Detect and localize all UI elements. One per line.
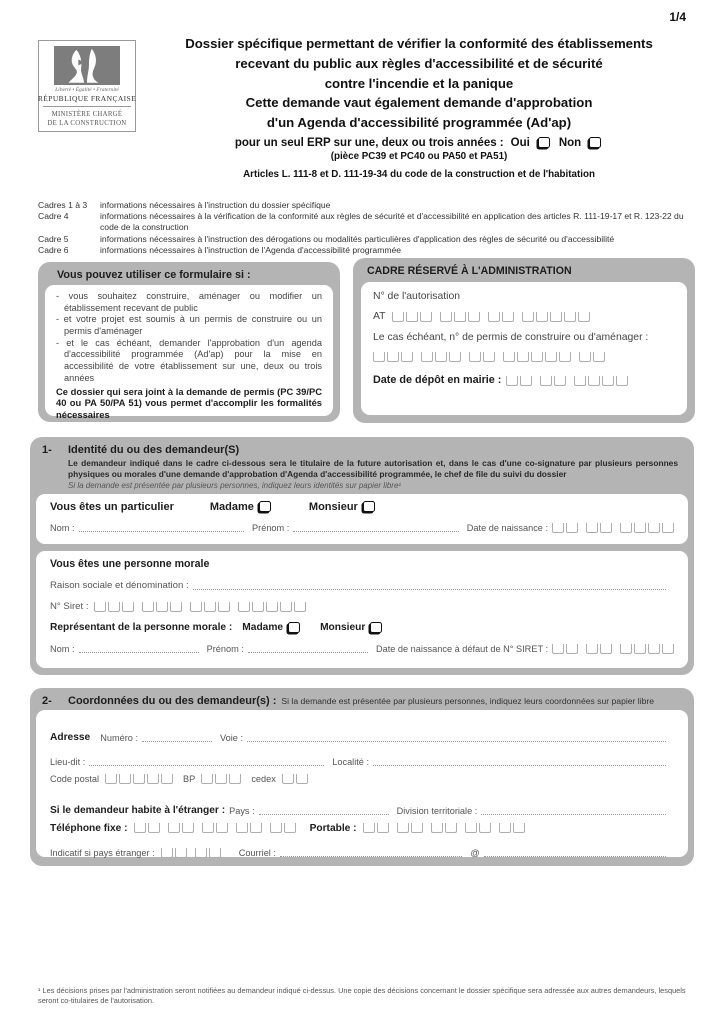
page-number: 1/4 — [669, 10, 686, 24]
logo-motto: Liberté • Égalité • Fraternité — [55, 86, 119, 93]
particulier-identity-row: Nom : Prénom : Date de naissance : — [50, 522, 674, 533]
republique-francaise-logo — [38, 40, 136, 132]
erp-question-line — [138, 137, 700, 149]
piece-line: (pièce PC39 et PC40 ou PA50 et PA51) — [330, 150, 508, 162]
permit-number-cells[interactable] — [373, 352, 605, 362]
logo-ministry: MINISTÈRE CHARGÉ DE LA CONSTRUCTION — [47, 110, 127, 127]
section2-number: 2- — [42, 695, 52, 707]
cadres-legend — [38, 200, 700, 256]
at-prefix: AT — [373, 311, 386, 322]
section1-italic-note: Si la demande est présentée par plusieurs personnes, indiquez leurs identités sur papier libre¹ — [68, 480, 402, 490]
title-line-1: Dossier spécifique permettant de vérifier la conformité des établissements — [185, 36, 653, 51]
siret-cells[interactable] — [94, 602, 306, 612]
non-label: Non — [558, 136, 582, 149]
voie-input[interactable] — [247, 732, 666, 742]
permit-number-label: Le cas échéant, n° de permis de construire ou d'aménager : — [373, 332, 649, 343]
title-line-2: recevant du public aux règles d'accessibilité et de sécurité — [235, 55, 603, 71]
particulier-box — [36, 494, 688, 544]
courriel-local-input[interactable] — [280, 847, 462, 857]
section-coordonnees — [30, 688, 694, 866]
at-number-row — [373, 311, 675, 322]
raison-sociale-row: Raison sociale et dénomination : — [50, 580, 674, 591]
indicatif-courriel-row: Indicatif si pays étranger : Courriel : @ — [50, 841, 674, 866]
usage-bullet-3: - et le cas échéant, demander l'approbation d'un agenda d'accessibilité programmée (Ad'ap) pour la mise en accessibilité de votre établissement sur une, deux ou trois années — [56, 338, 322, 385]
particulier-prenom-input[interactable] — [293, 522, 459, 532]
section1-title: Identité du ou des demandeur(S) — [68, 444, 240, 456]
cadre-row-5: Cadre 5 informations nécessaires à l'instruction des dérogations ou modalités particulières d'application des règles de sécurité ou d'accessibilité — [38, 233, 615, 244]
particulier-monsieur-checkbox[interactable] — [363, 501, 375, 512]
articles-line: Articles L. 111-8 et D. 111-19-34 du code de la construction et de l'habitation — [243, 168, 595, 180]
particulier-monsieur: Monsieur — [309, 501, 377, 513]
section1-header — [42, 444, 688, 456]
deposit-date-cells[interactable] — [506, 376, 628, 386]
morale-nom-input[interactable] — [79, 643, 199, 653]
raison-sociale-input[interactable] — [193, 580, 666, 590]
section1-number: 1- — [42, 444, 52, 456]
cadre-row-1-3: Cadres 1 à 3 informations nécessaires à l'instruction du dossier spécifique — [38, 200, 331, 210]
morale-identity-row: Nom : Prénom : Date de naissance à défaut de N° SIRET : — [50, 643, 674, 654]
morale-prenom-input[interactable] — [248, 643, 368, 653]
section2-title: Coordonnées du ou des demandeur(s) : — [68, 695, 277, 707]
usage-bullet-1: - vous souhaitez construire, aménager ou modifier un établissement recevant de public — [56, 291, 322, 314]
section2-subtitle: Si la demande est présentée par plusieurs personnes, indiquez leurs coordonnées sur papier libre — [281, 696, 655, 706]
localite-input[interactable] — [373, 756, 666, 766]
particulier-title: Vous êtes un particulier — [50, 500, 174, 513]
form-title — [138, 34, 700, 180]
erp-question-text: pour un seul ERP sur une, deux ou trois années : — [234, 136, 504, 149]
oui-label: Oui — [510, 136, 530, 149]
personne-morale-box — [36, 551, 688, 668]
section2-header — [42, 695, 688, 707]
administration-box — [353, 258, 695, 423]
indicatif-cells[interactable] — [161, 848, 221, 858]
title-line-3: contre l'incendie et la panique — [324, 75, 514, 91]
marianne-icon — [54, 46, 120, 85]
code-postal-row: Code postal BP cedex — [50, 767, 674, 792]
morale-monsieur: Monsieur — [320, 622, 384, 633]
administration-box-content — [361, 282, 687, 415]
footnote: ¹ Les décisions prises par l'administration seront notifiées au demandeur indiqué ci-dessus. Une copie des décisions concernant le dossier spécifique sera adressée aux autres demandeurs, lesquels seront co-titulaires de l'autorisation. — [38, 986, 686, 1005]
division-input[interactable] — [481, 805, 666, 815]
pays-input[interactable] — [259, 805, 389, 815]
particulier-dob-cells[interactable] — [552, 523, 674, 533]
cadre-row-6: Cadre 6 informations nécessaires à l'instruction de l'Agenda d'accessibilité programmée — [38, 244, 402, 255]
particulier-madame-checkbox[interactable] — [259, 501, 271, 512]
portable-cells[interactable] — [363, 823, 525, 833]
usage-bold-note: Ce dossier qui sera joint à la demande de permis (PC 39/PC 40 ou PA 50/PA 51) vous permet d'accomplir les formalités nécessaires — [56, 385, 322, 421]
usage-conditions-box — [38, 262, 340, 422]
cadre-row-4: Cadre 4 informations nécessaires à la vérification de la conformité aux règles de sécurité et d'accessibilité en application des articles R. 111-19-17 et R. 123-22 du code de la construction — [38, 211, 684, 233]
usage-box-title: Vous pouvez utiliser ce formulaire si : — [57, 269, 251, 281]
cedex-cells[interactable] — [282, 774, 308, 784]
morale-madame: Madame — [242, 622, 302, 633]
section-identite — [30, 437, 694, 675]
siret-row: N° Siret : — [50, 601, 674, 612]
representant-row: Représentant de la personne morale : Madame Monsieur — [50, 622, 674, 633]
telephone-cells[interactable] — [134, 823, 296, 833]
deposit-date-label: Date de dépôt en mairie : — [373, 374, 502, 386]
adresse-row: Adresse Numéro : Voie : — [50, 718, 674, 743]
section1-description: Le demandeur indiqué dans le cadre ci-dessous sera le titulaire de la future autorisation et, dans le cas d'une co-signature par plusieurs personnes physiques ou morales d'une demande d'approbation d'Agenda d'accessibilité programmée, le chef de file du suivi du dossier — [68, 458, 678, 479]
courriel-domain-input[interactable] — [484, 847, 666, 857]
non-checkbox[interactable] — [589, 137, 601, 148]
bp-cells[interactable] — [201, 774, 241, 784]
lieudit-input[interactable] — [89, 756, 324, 766]
particulier-nom-input[interactable] — [79, 522, 245, 532]
usage-box-content — [45, 285, 333, 421]
morale-madame-checkbox[interactable] — [288, 622, 300, 633]
administration-box-title: CADRE RÉSERVÉ À L'ADMINISTRATION — [367, 265, 572, 277]
at-number-cells[interactable] — [392, 312, 590, 322]
oui-checkbox[interactable] — [538, 137, 550, 148]
permit-number-row — [373, 352, 675, 362]
title-line-4: Cette demande vaut également demande d'approbation — [245, 95, 593, 111]
telephone-row: Téléphone fixe : Portable : — [50, 816, 674, 841]
logo-divider — [43, 106, 131, 107]
arobase-symbol: @ — [470, 847, 480, 858]
numero-input[interactable] — [142, 732, 212, 742]
usage-bullet-2: - et votre projet est soumis à un permis de construire ou un permis d'aménager — [56, 314, 322, 337]
coordonnees-box — [36, 710, 688, 857]
deposit-date-row — [373, 374, 675, 386]
logo-republique: RÉPUBLIQUE FRANÇAISE — [37, 93, 137, 103]
lieudit-row: Lieu-dit : Localité : — [50, 743, 674, 768]
morale-monsieur-checkbox[interactable] — [370, 622, 382, 633]
etranger-row: Si le demandeur habite à l'étranger : Pays : Division territoriale : — [50, 792, 674, 817]
morale-title: Vous êtes une personne morale — [50, 557, 210, 570]
code-postal-cells[interactable] — [105, 774, 173, 784]
title-line-5: d'un Agenda d'accessibilité programmée (Ad'ap) — [266, 115, 572, 131]
particulier-title-row — [50, 501, 674, 513]
autorisation-number-label: N° de l'autorisation — [373, 291, 461, 302]
morale-dob-cells[interactable] — [552, 644, 674, 654]
particulier-madame: Madame — [210, 501, 273, 513]
